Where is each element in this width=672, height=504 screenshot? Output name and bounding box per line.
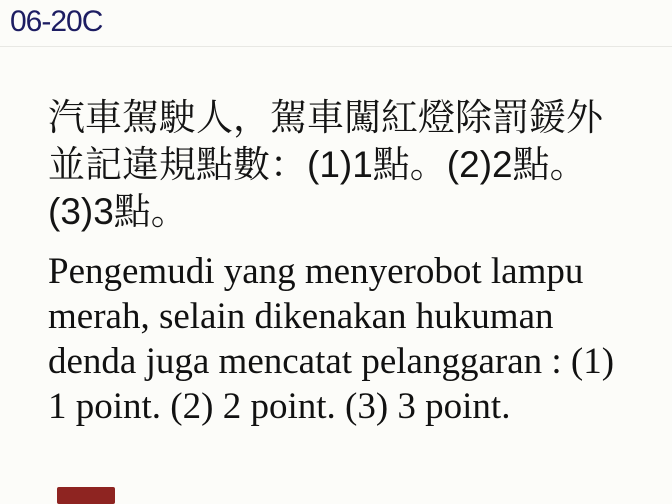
question-line-id: Pengemudi yang menyerobot lampu <box>48 251 584 292</box>
question-line-id: merah, selain dikenakan hukuman <box>48 296 554 337</box>
question-line-zh: 汽車駕駛人，駕車闖紅燈除罰鍰外 <box>48 97 603 138</box>
question-line-id: 1 point. (2) 2 point. (3) 3 point. <box>48 386 511 427</box>
page-code: 06-20C <box>10 5 103 38</box>
question-line-id: denda juga mencatat pelanggaran : (1) <box>48 341 615 382</box>
question-line-zh: 並記違規點數：(1)1點。(2)2點。 <box>48 144 587 185</box>
question-text-indonesian <box>48 249 648 429</box>
question-text-chinese <box>48 94 638 235</box>
header-divider <box>0 46 672 47</box>
footer-accent-bar <box>57 487 115 504</box>
question-line-zh: (3)3點。 <box>48 191 188 232</box>
